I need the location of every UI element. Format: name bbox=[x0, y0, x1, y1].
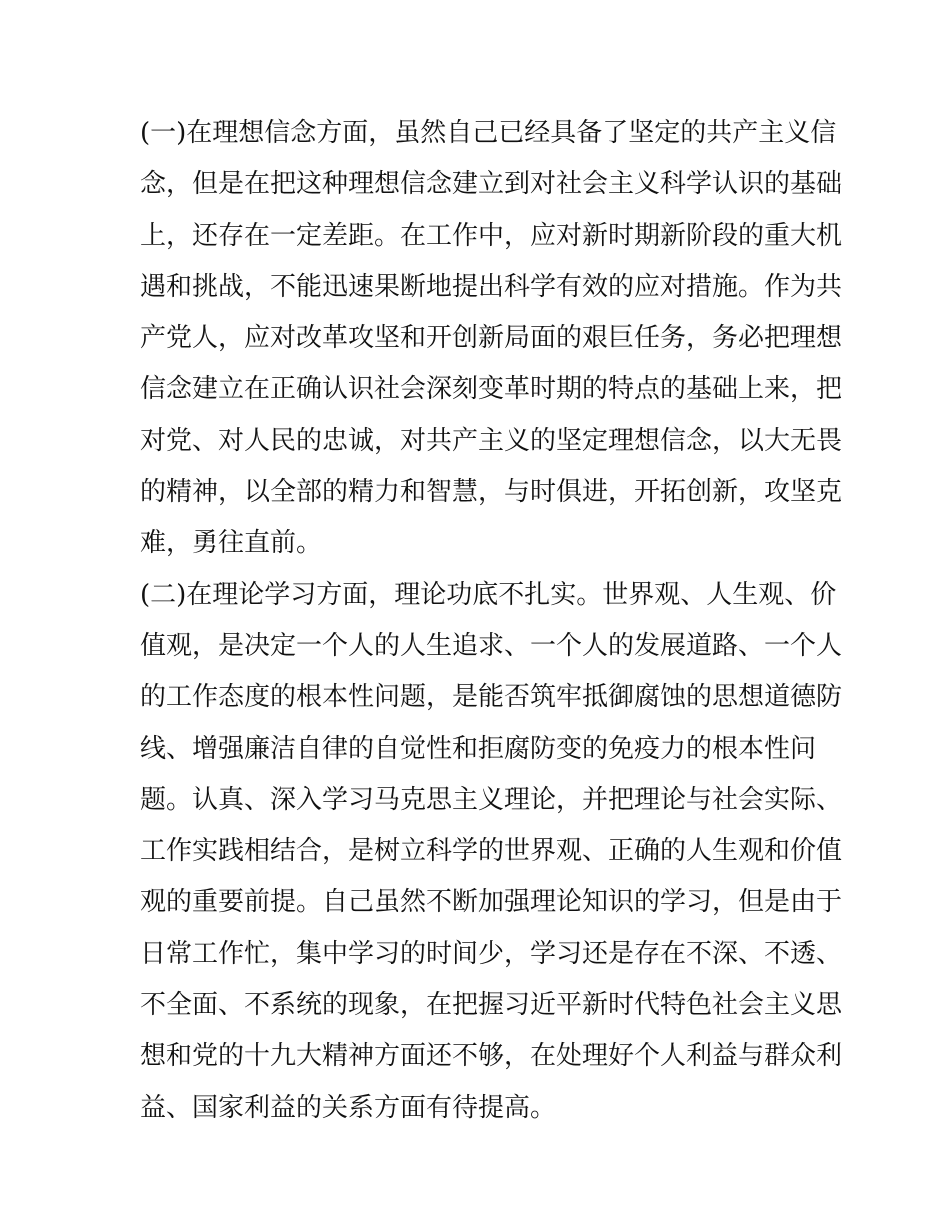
paragraph-ideals-belief bbox=[140, 108, 843, 570]
document-body bbox=[140, 108, 843, 1134]
text-line: (一)在理想信念方面，虽然自己已经具备了坚定的共产主义信 bbox=[140, 118, 837, 148]
text-line: 遇和挑战，不能迅速果断地提出科学有效的应对措施。作为共 bbox=[140, 271, 843, 302]
text-line: 想和党的十九大精神方面还不够，在处理好个人利益与群众利 bbox=[140, 1041, 843, 1072]
paragraph-theory-study bbox=[140, 570, 843, 1134]
text-line: 的工作态度的根本性问题，是能否筑牢抵御腐蚀的思想道德防 bbox=[140, 682, 843, 713]
text-line: 益、国家利益的关系方面有待提高。 bbox=[140, 1092, 557, 1123]
text-line: 题。认真、深入学习马克思主义理论，并把理论与社会实际、 bbox=[140, 784, 843, 815]
text-line: 观的重要前提。自己虽然不断加强理论知识的学习，但是由于 bbox=[140, 887, 843, 918]
text-line: 线、增强廉洁自律的自觉性和拒腐防变的免疫力的根本性问 bbox=[140, 733, 817, 764]
text-line: 产党人，应对改革攻坚和开创新局面的艰巨任务，务必把理想 bbox=[140, 323, 843, 354]
text-line: 值观，是决定一个人的人生追求、一个人的发展道路、一个人 bbox=[140, 630, 843, 661]
text-line: 工作实践相结合，是树立科学的世界观、正确的人生观和价值 bbox=[140, 836, 843, 867]
text-line: 信念建立在正确认识社会深刻变革时期的特点的基础上来，把 bbox=[140, 374, 843, 405]
text-line: 日常工作忙，集中学习的时间少，学习还是存在不深、不透、 bbox=[140, 938, 843, 969]
text-line: 的精神，以全部的精力和智慧，与时俱进，开拓创新，攻坚克 bbox=[140, 477, 843, 508]
text-line: 对党、对人民的忠诚，对共产主义的坚定理想信念，以大无畏 bbox=[140, 425, 843, 456]
text-line: 难，勇往直前。 bbox=[140, 528, 323, 559]
text-line: (二)在理论学习方面，理论功底不扎实。世界观、人生观、价 bbox=[140, 579, 837, 610]
text-line: 念，但是在把这种理想信念建立到对社会主义科学认识的基础 bbox=[140, 169, 843, 200]
text-line: 上，还存在一定差距。在工作中，应对新时期新阶段的重大机 bbox=[140, 220, 843, 251]
text-line: 不全面、不系统的现象，在把握习近平新时代特色社会主义思 bbox=[140, 990, 843, 1021]
